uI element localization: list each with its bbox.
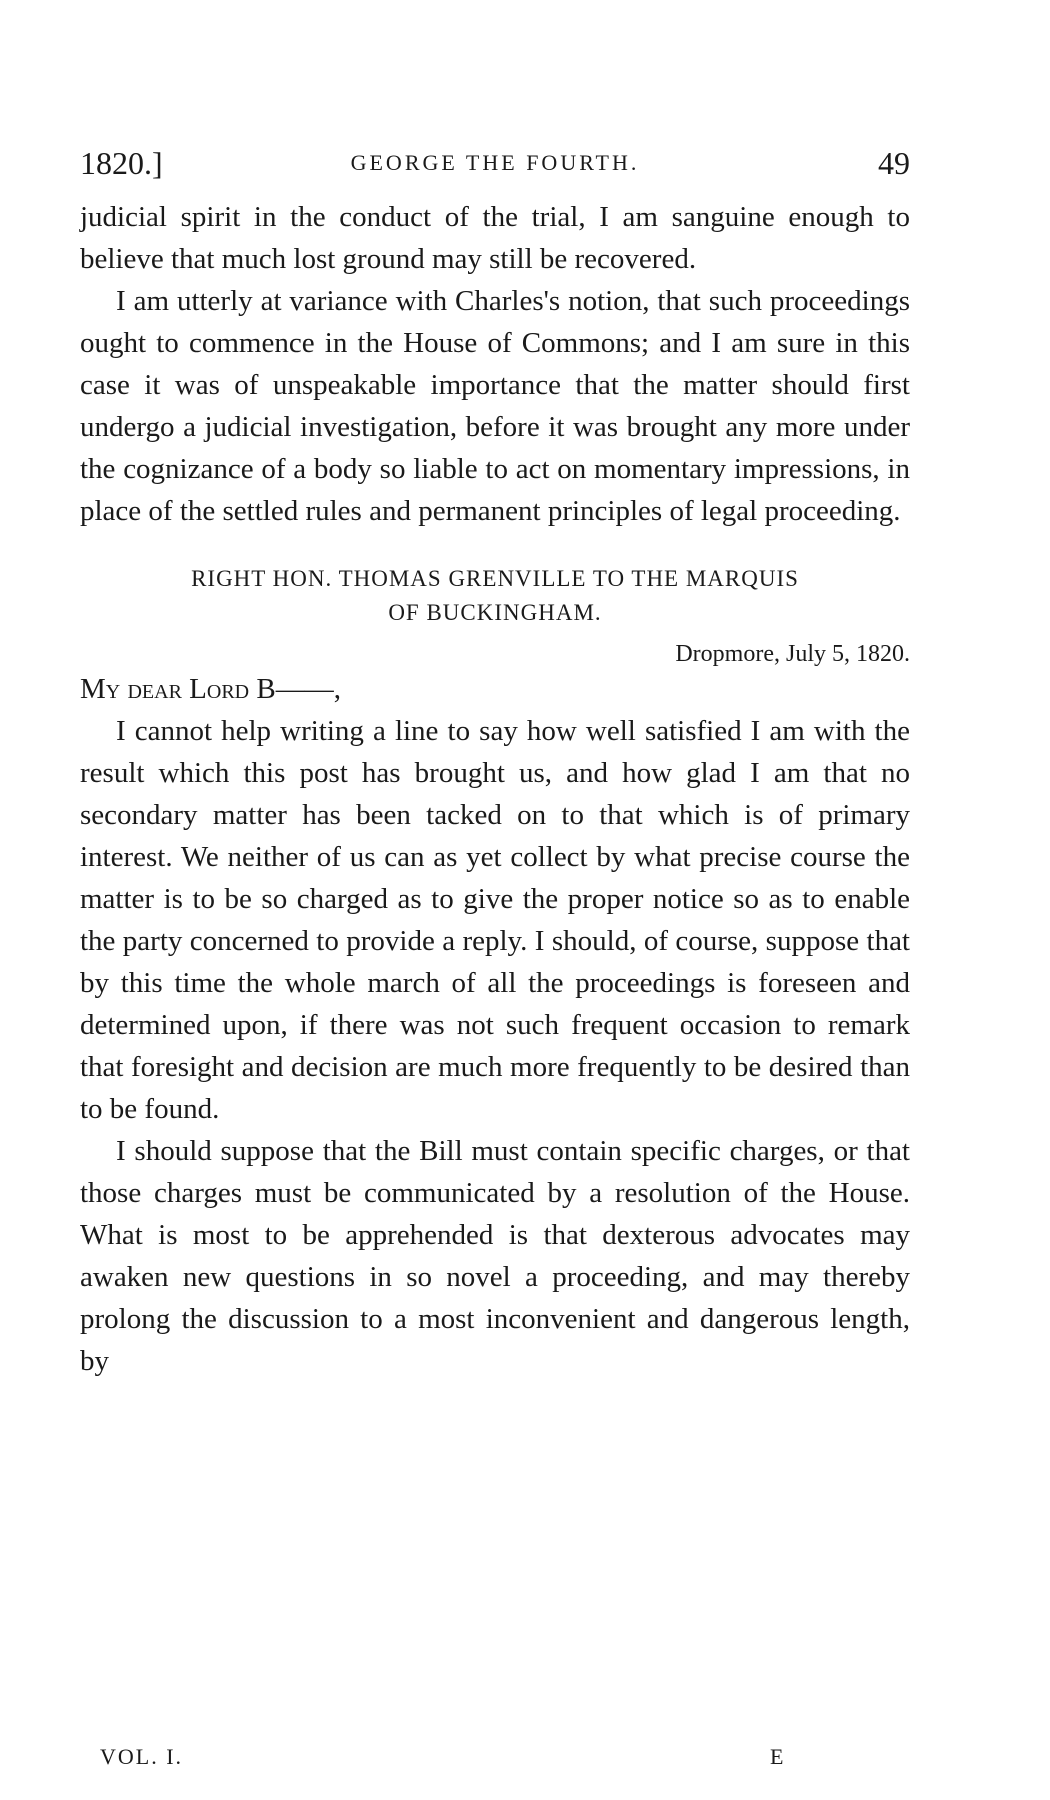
running-head (80, 140, 910, 186)
paragraph-commons: I am utterly at variance with Charles's notion, that such proceedings ought to commence in the House of Commons; and I am sure in this case it was of unspeakable importance that the matter should first undergo a judicial investigation, before it was brought any more under the cognizance of a body so liable to act on momentary impressions, in place of the settled rules and permanent principles of legal proceeding. (80, 285, 910, 527)
header-year: 1820.] (80, 145, 163, 181)
letter-dateline: Dropmore, July 5, 1820. (675, 641, 910, 667)
header-title: GEORGE THE FOURTH. (350, 150, 640, 175)
footer-volume: VOL. I. (100, 1744, 184, 1769)
page-content (80, 140, 910, 1382)
page-number: 49 (878, 145, 910, 181)
letter-paragraph: I cannot help writing a line to say how well satisfied I am with the result which this post has brought us, and how glad I am that no secondary matter has been tacked on to that which is of primary interest. We neither of us can as yet collect by what precise course the matter is to be so charged as to give the proper notice so as to enable the party concerned to provide a reply. I should, of course, suppose that by this time the whole march of all the proceedings is foreseen and determined upon, if there was not such frequent occasion to remark that foresight and decision are much more frequently to be desired than to be found. (80, 715, 910, 1125)
footer-signature-mark: E (770, 1744, 784, 1769)
paragraph-continued: judicial spirit in the conduct of the trial, I am sanguine enough to believe that much lost ground may still be recovered. (80, 201, 910, 275)
letter-heading (80, 562, 910, 630)
letter-paragraph: I should suppose that the Bill must contain specific charges, or that those charges must be communicated by a resolution of the House. What is most to be apprehended is that dexterous advocates may awaken new questions in so novel a proceeding, and may thereby prolong the discussion to a most inconvenient and dangerous length, by (80, 1135, 910, 1377)
page-footer (100, 1740, 800, 1774)
letter-heading-line1: RIGHT HON. THOMAS GRENVILLE TO THE MARQUIS (191, 566, 799, 591)
letter-heading-line2: OF BUCKINGHAM. (388, 600, 602, 625)
letter-salutation: My dear Lord B——, (80, 673, 341, 705)
